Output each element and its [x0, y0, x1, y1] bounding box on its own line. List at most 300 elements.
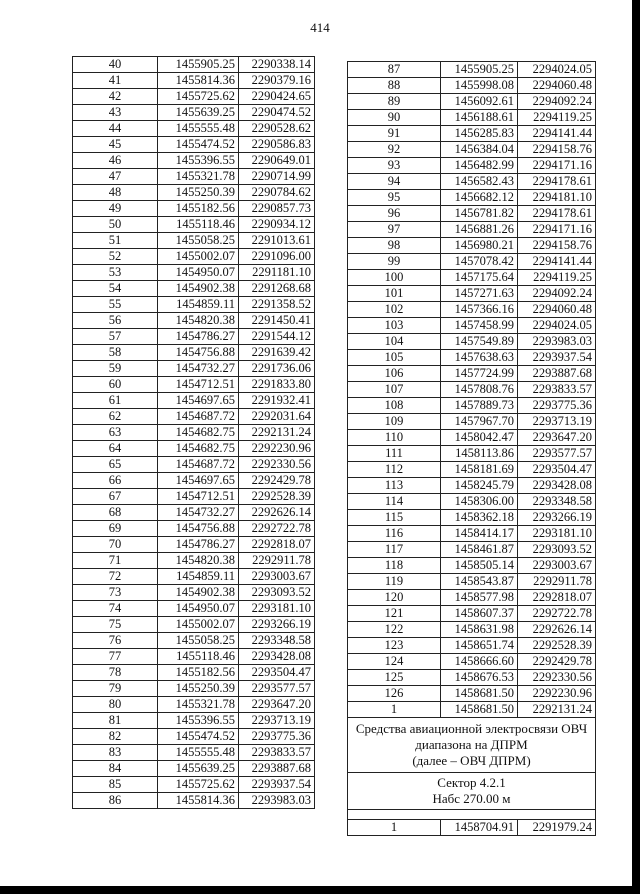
y-coordinate: 2290714.99 — [239, 169, 315, 185]
table-row — [348, 670, 596, 686]
x-coordinate: 1454687.72 — [158, 457, 239, 473]
coordinates-table-left — [72, 56, 315, 809]
y-coordinate: 2293266.19 — [239, 617, 315, 633]
table-row — [73, 745, 315, 761]
y-coordinate: 2292131.24 — [518, 702, 596, 718]
y-coordinate: 2294024.05 — [518, 318, 596, 334]
table-row — [348, 158, 596, 174]
y-coordinate: 2293775.36 — [518, 398, 596, 414]
x-coordinate: 1454820.38 — [158, 313, 239, 329]
point-number: 40 — [73, 57, 158, 73]
y-coordinate: 2293713.19 — [518, 414, 596, 430]
y-coordinate: 2292528.39 — [239, 489, 315, 505]
table-row — [348, 94, 596, 110]
point-number: 44 — [73, 121, 158, 137]
y-coordinate: 2293937.54 — [518, 350, 596, 366]
table-row — [348, 702, 596, 718]
table-row — [348, 414, 596, 430]
y-coordinate: 2293937.54 — [239, 777, 315, 793]
x-coordinate: 1457458.99 — [441, 318, 518, 334]
y-coordinate: 2291979.24 — [518, 820, 596, 836]
note-line-1: Средства авиационной электросвязи ОВЧ — [355, 721, 588, 736]
table-row — [348, 510, 596, 526]
x-coordinate: 1455250.39 — [158, 185, 239, 201]
point-number: 124 — [348, 654, 441, 670]
table-row — [348, 606, 596, 622]
y-coordinate: 2294119.25 — [518, 270, 596, 286]
y-coordinate: 2292722.78 — [239, 521, 315, 537]
table-row — [73, 601, 315, 617]
point-number: 89 — [348, 94, 441, 110]
y-coordinate: 2291268.68 — [239, 281, 315, 297]
y-coordinate: 2290474.52 — [239, 105, 315, 121]
x-coordinate: 1458607.37 — [441, 606, 518, 622]
table-row — [73, 505, 315, 521]
y-coordinate: 2290338.14 — [239, 57, 315, 73]
final-row — [348, 820, 596, 836]
point-number: 117 — [348, 542, 441, 558]
table-row — [73, 185, 315, 201]
point-number: 104 — [348, 334, 441, 350]
y-coordinate: 2293775.36 — [239, 729, 315, 745]
x-coordinate: 1458362.18 — [441, 510, 518, 526]
x-coordinate: 1457889.73 — [441, 398, 518, 414]
y-coordinate: 2293428.08 — [239, 649, 315, 665]
x-coordinate: 1458461.87 — [441, 542, 518, 558]
x-coordinate: 1455321.78 — [158, 697, 239, 713]
y-coordinate: 2290379.16 — [239, 73, 315, 89]
x-coordinate: 1455814.36 — [158, 793, 239, 809]
x-coordinate: 1458676.53 — [441, 670, 518, 686]
table-row — [73, 585, 315, 601]
table-row — [73, 617, 315, 633]
point-number: 76 — [73, 633, 158, 649]
x-coordinate: 1454950.07 — [158, 601, 239, 617]
point-number: 121 — [348, 606, 441, 622]
y-coordinate: 2291181.10 — [239, 265, 315, 281]
x-coordinate: 1454820.38 — [158, 553, 239, 569]
y-coordinate: 2293181.10 — [518, 526, 596, 542]
y-coordinate: 2292626.14 — [239, 505, 315, 521]
point-number: 111 — [348, 446, 441, 462]
table-row — [73, 121, 315, 137]
y-coordinate: 2292330.56 — [239, 457, 315, 473]
point-number: 118 — [348, 558, 441, 574]
table-row — [348, 142, 596, 158]
y-coordinate: 2290934.12 — [239, 217, 315, 233]
table-row — [348, 686, 596, 702]
y-coordinate: 2294158.76 — [518, 238, 596, 254]
table-row — [348, 286, 596, 302]
y-coordinate: 2294171.16 — [518, 222, 596, 238]
y-coordinate: 2293833.57 — [239, 745, 315, 761]
y-coordinate: 2293504.47 — [239, 665, 315, 681]
point-number: 60 — [73, 377, 158, 393]
point-number: 62 — [73, 409, 158, 425]
point-number: 55 — [73, 297, 158, 313]
table-row — [348, 398, 596, 414]
point-number: 45 — [73, 137, 158, 153]
y-coordinate: 2291358.52 — [239, 297, 315, 313]
point-number: 52 — [73, 249, 158, 265]
y-coordinate: 2291544.12 — [239, 329, 315, 345]
table-row — [73, 457, 315, 473]
x-coordinate: 1458681.50 — [441, 702, 518, 718]
point-number: 120 — [348, 590, 441, 606]
point-number: 50 — [73, 217, 158, 233]
point-number: 112 — [348, 462, 441, 478]
table-row — [348, 302, 596, 318]
point-number: 80 — [73, 697, 158, 713]
table-row — [73, 281, 315, 297]
point-number: 1 — [348, 820, 441, 836]
y-coordinate: 2291013.61 — [239, 233, 315, 249]
point-number: 43 — [73, 105, 158, 121]
y-coordinate: 2294060.48 — [518, 78, 596, 94]
table-row — [73, 201, 315, 217]
table-row — [73, 521, 315, 537]
x-coordinate: 1454682.75 — [158, 425, 239, 441]
point-number: 42 — [73, 89, 158, 105]
sector-height: Набс 270.00 м — [432, 791, 511, 806]
point-number: 102 — [348, 302, 441, 318]
y-coordinate: 2291096.00 — [239, 249, 315, 265]
x-coordinate: 1458631.98 — [441, 622, 518, 638]
point-number: 88 — [348, 78, 441, 94]
point-number: 119 — [348, 574, 441, 590]
x-coordinate: 1456384.04 — [441, 142, 518, 158]
x-coordinate: 1458306.00 — [441, 494, 518, 510]
point-number: 57 — [73, 329, 158, 345]
point-number: 108 — [348, 398, 441, 414]
y-coordinate: 2293003.67 — [239, 569, 315, 585]
x-coordinate: 1454697.65 — [158, 393, 239, 409]
point-number: 81 — [73, 713, 158, 729]
sector-cell — [348, 773, 596, 810]
y-coordinate: 2291833.80 — [239, 377, 315, 393]
table-row — [73, 713, 315, 729]
x-coordinate: 1454756.88 — [158, 345, 239, 361]
y-coordinate: 2293983.03 — [239, 793, 315, 809]
x-coordinate: 1458543.87 — [441, 574, 518, 590]
table-row — [348, 62, 596, 78]
y-coordinate: 2291639.42 — [239, 345, 315, 361]
x-coordinate: 1455250.39 — [158, 681, 239, 697]
table-row — [73, 777, 315, 793]
x-coordinate: 1454786.27 — [158, 537, 239, 553]
spacer-cell — [348, 810, 596, 820]
scan-edge-right — [632, 0, 640, 894]
point-number: 67 — [73, 489, 158, 505]
y-coordinate: 2292626.14 — [518, 622, 596, 638]
x-coordinate: 1455905.25 — [158, 57, 239, 73]
x-coordinate: 1454732.27 — [158, 361, 239, 377]
x-coordinate: 1455905.25 — [441, 62, 518, 78]
x-coordinate: 1457078.42 — [441, 254, 518, 270]
x-coordinate: 1454682.75 — [158, 441, 239, 457]
spacer-row — [348, 810, 596, 820]
x-coordinate: 1457175.64 — [441, 270, 518, 286]
x-coordinate: 1458651.74 — [441, 638, 518, 654]
y-coordinate: 2293093.52 — [239, 585, 315, 601]
table-row — [348, 270, 596, 286]
table-row — [348, 478, 596, 494]
x-coordinate: 1454859.11 — [158, 569, 239, 585]
x-coordinate: 1454697.65 — [158, 473, 239, 489]
point-number: 69 — [73, 521, 158, 537]
y-coordinate: 2293181.10 — [239, 601, 315, 617]
x-coordinate: 1457808.76 — [441, 382, 518, 398]
point-number: 125 — [348, 670, 441, 686]
point-number: 86 — [73, 793, 158, 809]
x-coordinate: 1454756.88 — [158, 521, 239, 537]
point-number: 116 — [348, 526, 441, 542]
table-row — [73, 233, 315, 249]
scan-edge-bottom — [0, 886, 640, 894]
x-coordinate: 1455474.52 — [158, 729, 239, 745]
y-coordinate: 2293428.08 — [518, 478, 596, 494]
table-row — [348, 542, 596, 558]
table-row — [348, 446, 596, 462]
table-row — [73, 329, 315, 345]
x-coordinate: 1455396.55 — [158, 153, 239, 169]
table-row — [73, 729, 315, 745]
x-coordinate: 1458113.86 — [441, 446, 518, 462]
point-number: 123 — [348, 638, 441, 654]
table-row — [73, 377, 315, 393]
table-row — [348, 350, 596, 366]
table-row — [348, 110, 596, 126]
table-row — [73, 249, 315, 265]
y-coordinate: 2294158.76 — [518, 142, 596, 158]
x-coordinate: 1455555.48 — [158, 121, 239, 137]
table-row — [348, 78, 596, 94]
point-number: 58 — [73, 345, 158, 361]
x-coordinate: 1457366.16 — [441, 302, 518, 318]
y-coordinate: 2292818.07 — [239, 537, 315, 553]
point-number: 94 — [348, 174, 441, 190]
point-number: 90 — [348, 110, 441, 126]
y-coordinate: 2290784.62 — [239, 185, 315, 201]
x-coordinate: 1456582.43 — [441, 174, 518, 190]
y-coordinate: 2294178.61 — [518, 174, 596, 190]
point-number: 53 — [73, 265, 158, 281]
y-coordinate: 2290528.62 — [239, 121, 315, 137]
table-row — [73, 649, 315, 665]
point-number: 126 — [348, 686, 441, 702]
x-coordinate: 1458245.79 — [441, 478, 518, 494]
point-number: 61 — [73, 393, 158, 409]
point-number: 115 — [348, 510, 441, 526]
point-number: 56 — [73, 313, 158, 329]
x-coordinate: 1457638.63 — [441, 350, 518, 366]
y-coordinate: 2290586.83 — [239, 137, 315, 153]
point-number: 51 — [73, 233, 158, 249]
point-number: 87 — [348, 62, 441, 78]
y-coordinate: 2293003.67 — [518, 558, 596, 574]
x-coordinate: 1454712.51 — [158, 377, 239, 393]
table-row — [73, 153, 315, 169]
x-coordinate: 1455002.07 — [158, 617, 239, 633]
point-number: 97 — [348, 222, 441, 238]
coordinates-table-right — [347, 61, 596, 836]
table-row — [348, 494, 596, 510]
table-row — [73, 105, 315, 121]
x-coordinate: 1458681.50 — [441, 686, 518, 702]
table-row — [348, 174, 596, 190]
table-row — [348, 238, 596, 254]
point-number: 106 — [348, 366, 441, 382]
table-row — [348, 382, 596, 398]
x-coordinate: 1454859.11 — [158, 297, 239, 313]
x-coordinate: 1457549.89 — [441, 334, 518, 350]
y-coordinate: 2290424.65 — [239, 89, 315, 105]
x-coordinate: 1456482.99 — [441, 158, 518, 174]
x-coordinate: 1455639.25 — [158, 105, 239, 121]
table-row — [73, 633, 315, 649]
point-number: 110 — [348, 430, 441, 446]
x-coordinate: 1454786.27 — [158, 329, 239, 345]
table-row — [73, 393, 315, 409]
x-coordinate: 1455118.46 — [158, 649, 239, 665]
point-number: 79 — [73, 681, 158, 697]
x-coordinate: 1456980.21 — [441, 238, 518, 254]
y-coordinate: 2293833.57 — [518, 382, 596, 398]
y-coordinate: 2294141.44 — [518, 126, 596, 142]
x-coordinate: 1454902.38 — [158, 585, 239, 601]
x-coordinate: 1455182.56 — [158, 201, 239, 217]
y-coordinate: 2293348.58 — [518, 494, 596, 510]
sector-row — [348, 773, 596, 810]
x-coordinate: 1458414.17 — [441, 526, 518, 542]
y-coordinate: 2293713.19 — [239, 713, 315, 729]
table-row — [348, 622, 596, 638]
table-row — [73, 489, 315, 505]
table-row — [73, 425, 315, 441]
note-cell — [348, 718, 596, 773]
point-number: 85 — [73, 777, 158, 793]
point-number: 100 — [348, 270, 441, 286]
y-coordinate: 2292031.64 — [239, 409, 315, 425]
x-coordinate: 1455118.46 — [158, 217, 239, 233]
table-row — [73, 697, 315, 713]
y-coordinate: 2292528.39 — [518, 638, 596, 654]
note-row — [348, 718, 596, 773]
x-coordinate: 1456682.12 — [441, 190, 518, 206]
table-row — [73, 761, 315, 777]
y-coordinate: 2292429.78 — [239, 473, 315, 489]
x-coordinate: 1455058.25 — [158, 633, 239, 649]
y-coordinate: 2294092.24 — [518, 286, 596, 302]
point-number: 54 — [73, 281, 158, 297]
x-coordinate: 1456285.83 — [441, 126, 518, 142]
table-row — [348, 334, 596, 350]
table-row — [73, 553, 315, 569]
table-row — [348, 462, 596, 478]
point-number: 63 — [73, 425, 158, 441]
x-coordinate: 1454687.72 — [158, 409, 239, 425]
x-coordinate: 1458042.47 — [441, 430, 518, 446]
x-coordinate: 1455814.36 — [158, 73, 239, 89]
table-row — [348, 526, 596, 542]
y-coordinate: 2293093.52 — [518, 542, 596, 558]
point-number: 83 — [73, 745, 158, 761]
y-coordinate: 2293266.19 — [518, 510, 596, 526]
table-row — [73, 137, 315, 153]
y-coordinate: 2292911.78 — [239, 553, 315, 569]
point-number: 65 — [73, 457, 158, 473]
y-coordinate: 2291736.06 — [239, 361, 315, 377]
y-coordinate: 2293887.68 — [518, 366, 596, 382]
point-number: 99 — [348, 254, 441, 270]
y-coordinate: 2293647.20 — [518, 430, 596, 446]
point-number: 93 — [348, 158, 441, 174]
table-row — [73, 569, 315, 585]
table-row — [73, 473, 315, 489]
table-row — [73, 73, 315, 89]
table-row — [348, 190, 596, 206]
x-coordinate: 1455555.48 — [158, 745, 239, 761]
point-number: 47 — [73, 169, 158, 185]
point-number: 68 — [73, 505, 158, 521]
point-number: 49 — [73, 201, 158, 217]
x-coordinate: 1455474.52 — [158, 137, 239, 153]
y-coordinate: 2290649.01 — [239, 153, 315, 169]
x-coordinate: 1458181.69 — [441, 462, 518, 478]
table-row — [73, 345, 315, 361]
point-number: 103 — [348, 318, 441, 334]
point-number: 113 — [348, 478, 441, 494]
x-coordinate: 1454732.27 — [158, 505, 239, 521]
table-row — [73, 441, 315, 457]
point-number: 109 — [348, 414, 441, 430]
point-number: 82 — [73, 729, 158, 745]
x-coordinate: 1454712.51 — [158, 489, 239, 505]
y-coordinate: 2291932.41 — [239, 393, 315, 409]
table-row — [73, 409, 315, 425]
y-coordinate: 2290857.73 — [239, 201, 315, 217]
point-number: 91 — [348, 126, 441, 142]
point-number: 1 — [348, 702, 441, 718]
point-number: 59 — [73, 361, 158, 377]
table-row — [73, 313, 315, 329]
x-coordinate: 1456781.82 — [441, 206, 518, 222]
table-row — [348, 254, 596, 270]
y-coordinate: 2293983.03 — [518, 334, 596, 350]
x-coordinate: 1458505.14 — [441, 558, 518, 574]
point-number: 84 — [73, 761, 158, 777]
point-number: 46 — [73, 153, 158, 169]
point-number: 78 — [73, 665, 158, 681]
y-coordinate: 2294119.25 — [518, 110, 596, 126]
y-coordinate: 2292131.24 — [239, 425, 315, 441]
x-coordinate: 1455725.62 — [158, 89, 239, 105]
x-coordinate: 1455182.56 — [158, 665, 239, 681]
page-number: 414 — [310, 20, 330, 35]
point-number: 96 — [348, 206, 441, 222]
point-number: 75 — [73, 617, 158, 633]
point-number: 66 — [73, 473, 158, 489]
point-number: 92 — [348, 142, 441, 158]
table-row — [73, 297, 315, 313]
point-number: 71 — [73, 553, 158, 569]
y-coordinate: 2294178.61 — [518, 206, 596, 222]
table-row — [73, 793, 315, 809]
x-coordinate: 1457967.70 — [441, 414, 518, 430]
sector-title: Сектор 4.2.1 — [437, 775, 506, 790]
y-coordinate: 2293577.57 — [518, 446, 596, 462]
y-coordinate: 2293504.47 — [518, 462, 596, 478]
